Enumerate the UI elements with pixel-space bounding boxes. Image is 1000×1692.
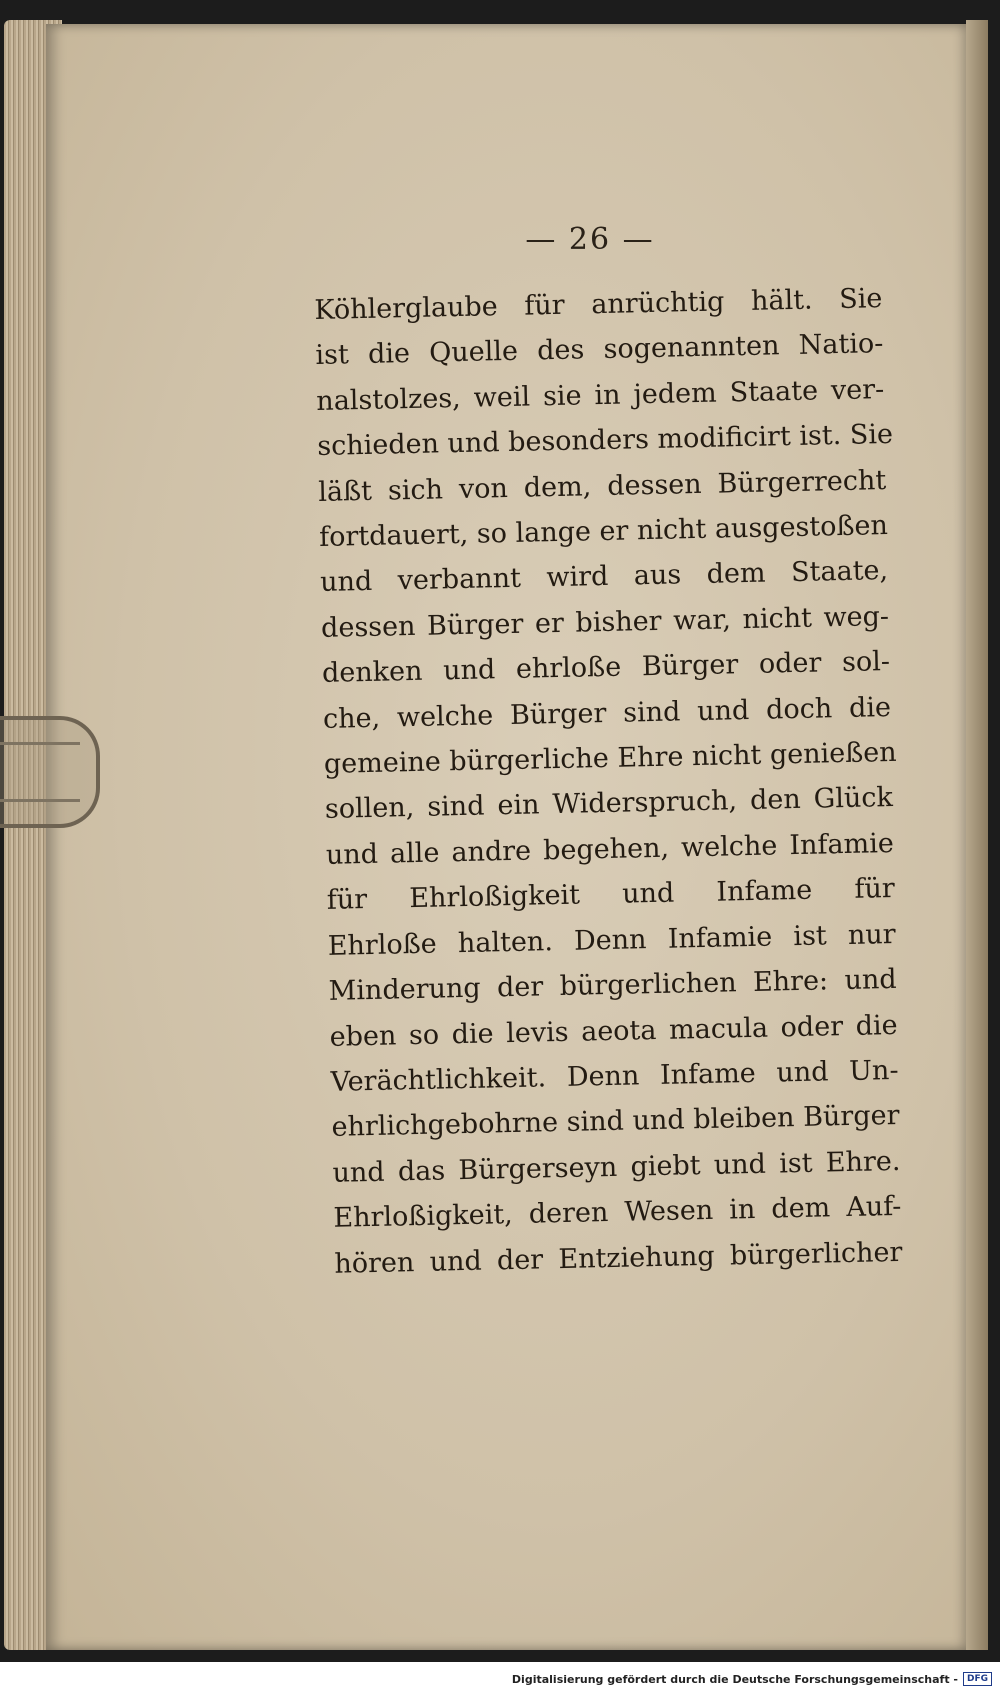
text-line: sollen, sind ein Widerspruch, den Glück bbox=[324, 782, 894, 826]
footer-credit-text: Digitalisierung gefördert durch die Deutsche Forschungsgemeinschaft - bbox=[511, 1672, 958, 1686]
footer-credit bbox=[512, 1672, 992, 1686]
body-text bbox=[314, 276, 903, 1287]
text-line: läßt sich von dem, dessen Bürgerrecht bbox=[317, 464, 887, 508]
text-line: ist die Quelle des sogenannten Natio- bbox=[315, 328, 884, 372]
text-line: ehrlichgebohrne sind und bleiben Bürger bbox=[331, 1100, 900, 1144]
text-line: Verächtlichkeit. Denn Infame und Un- bbox=[330, 1054, 899, 1098]
text-line: und alle andre begehen, welche Infamie bbox=[325, 827, 895, 871]
text-line: che, welche Bürger sind und doch die bbox=[322, 691, 892, 735]
page-clip-inner bbox=[0, 742, 80, 802]
text-line: für Ehrloßigkeit und Infame für bbox=[326, 873, 896, 917]
text-line: Minderung der bürgerlichen Ehre: und bbox=[328, 964, 897, 1007]
page-number: — 26 — bbox=[525, 222, 655, 257]
text-line: nalstolzes, weil sie in jedem Staate ver- bbox=[316, 373, 885, 417]
text-line: und das Bürgerseyn giebt und ist Ehre. bbox=[332, 1145, 901, 1189]
text-line: denken und ehrloße Bürger oder sol- bbox=[321, 646, 891, 690]
text-line: hören und der Entziehung bürgerlicher bbox=[334, 1236, 903, 1280]
text-line: eben so die levis aeota macula oder die bbox=[329, 1009, 898, 1053]
text-line: Köhlerglaube für anrüchtig hält. Sie bbox=[314, 283, 883, 326]
text-line: Ehrloßigkeit, deren Wesen in dem Auf- bbox=[333, 1191, 902, 1234]
text-line: schieden und besonders modificirt ist. Sie bbox=[316, 419, 894, 463]
text-line: Ehrloße halten. Denn Infamie ist nur bbox=[327, 918, 896, 962]
text-line: fortdauert, so lange er nicht ausgestoßen bbox=[318, 510, 889, 553]
text-line: gemeine bürgerliche Ehre nicht genießen bbox=[323, 736, 897, 780]
text-line: und verbannt wird aus dem Staate, bbox=[319, 555, 889, 599]
text-line: dessen Bürger er bisher war, nicht weg- bbox=[320, 600, 890, 644]
dfg-logo-icon: DFG bbox=[963, 1672, 992, 1686]
book-gutter bbox=[966, 20, 988, 1650]
